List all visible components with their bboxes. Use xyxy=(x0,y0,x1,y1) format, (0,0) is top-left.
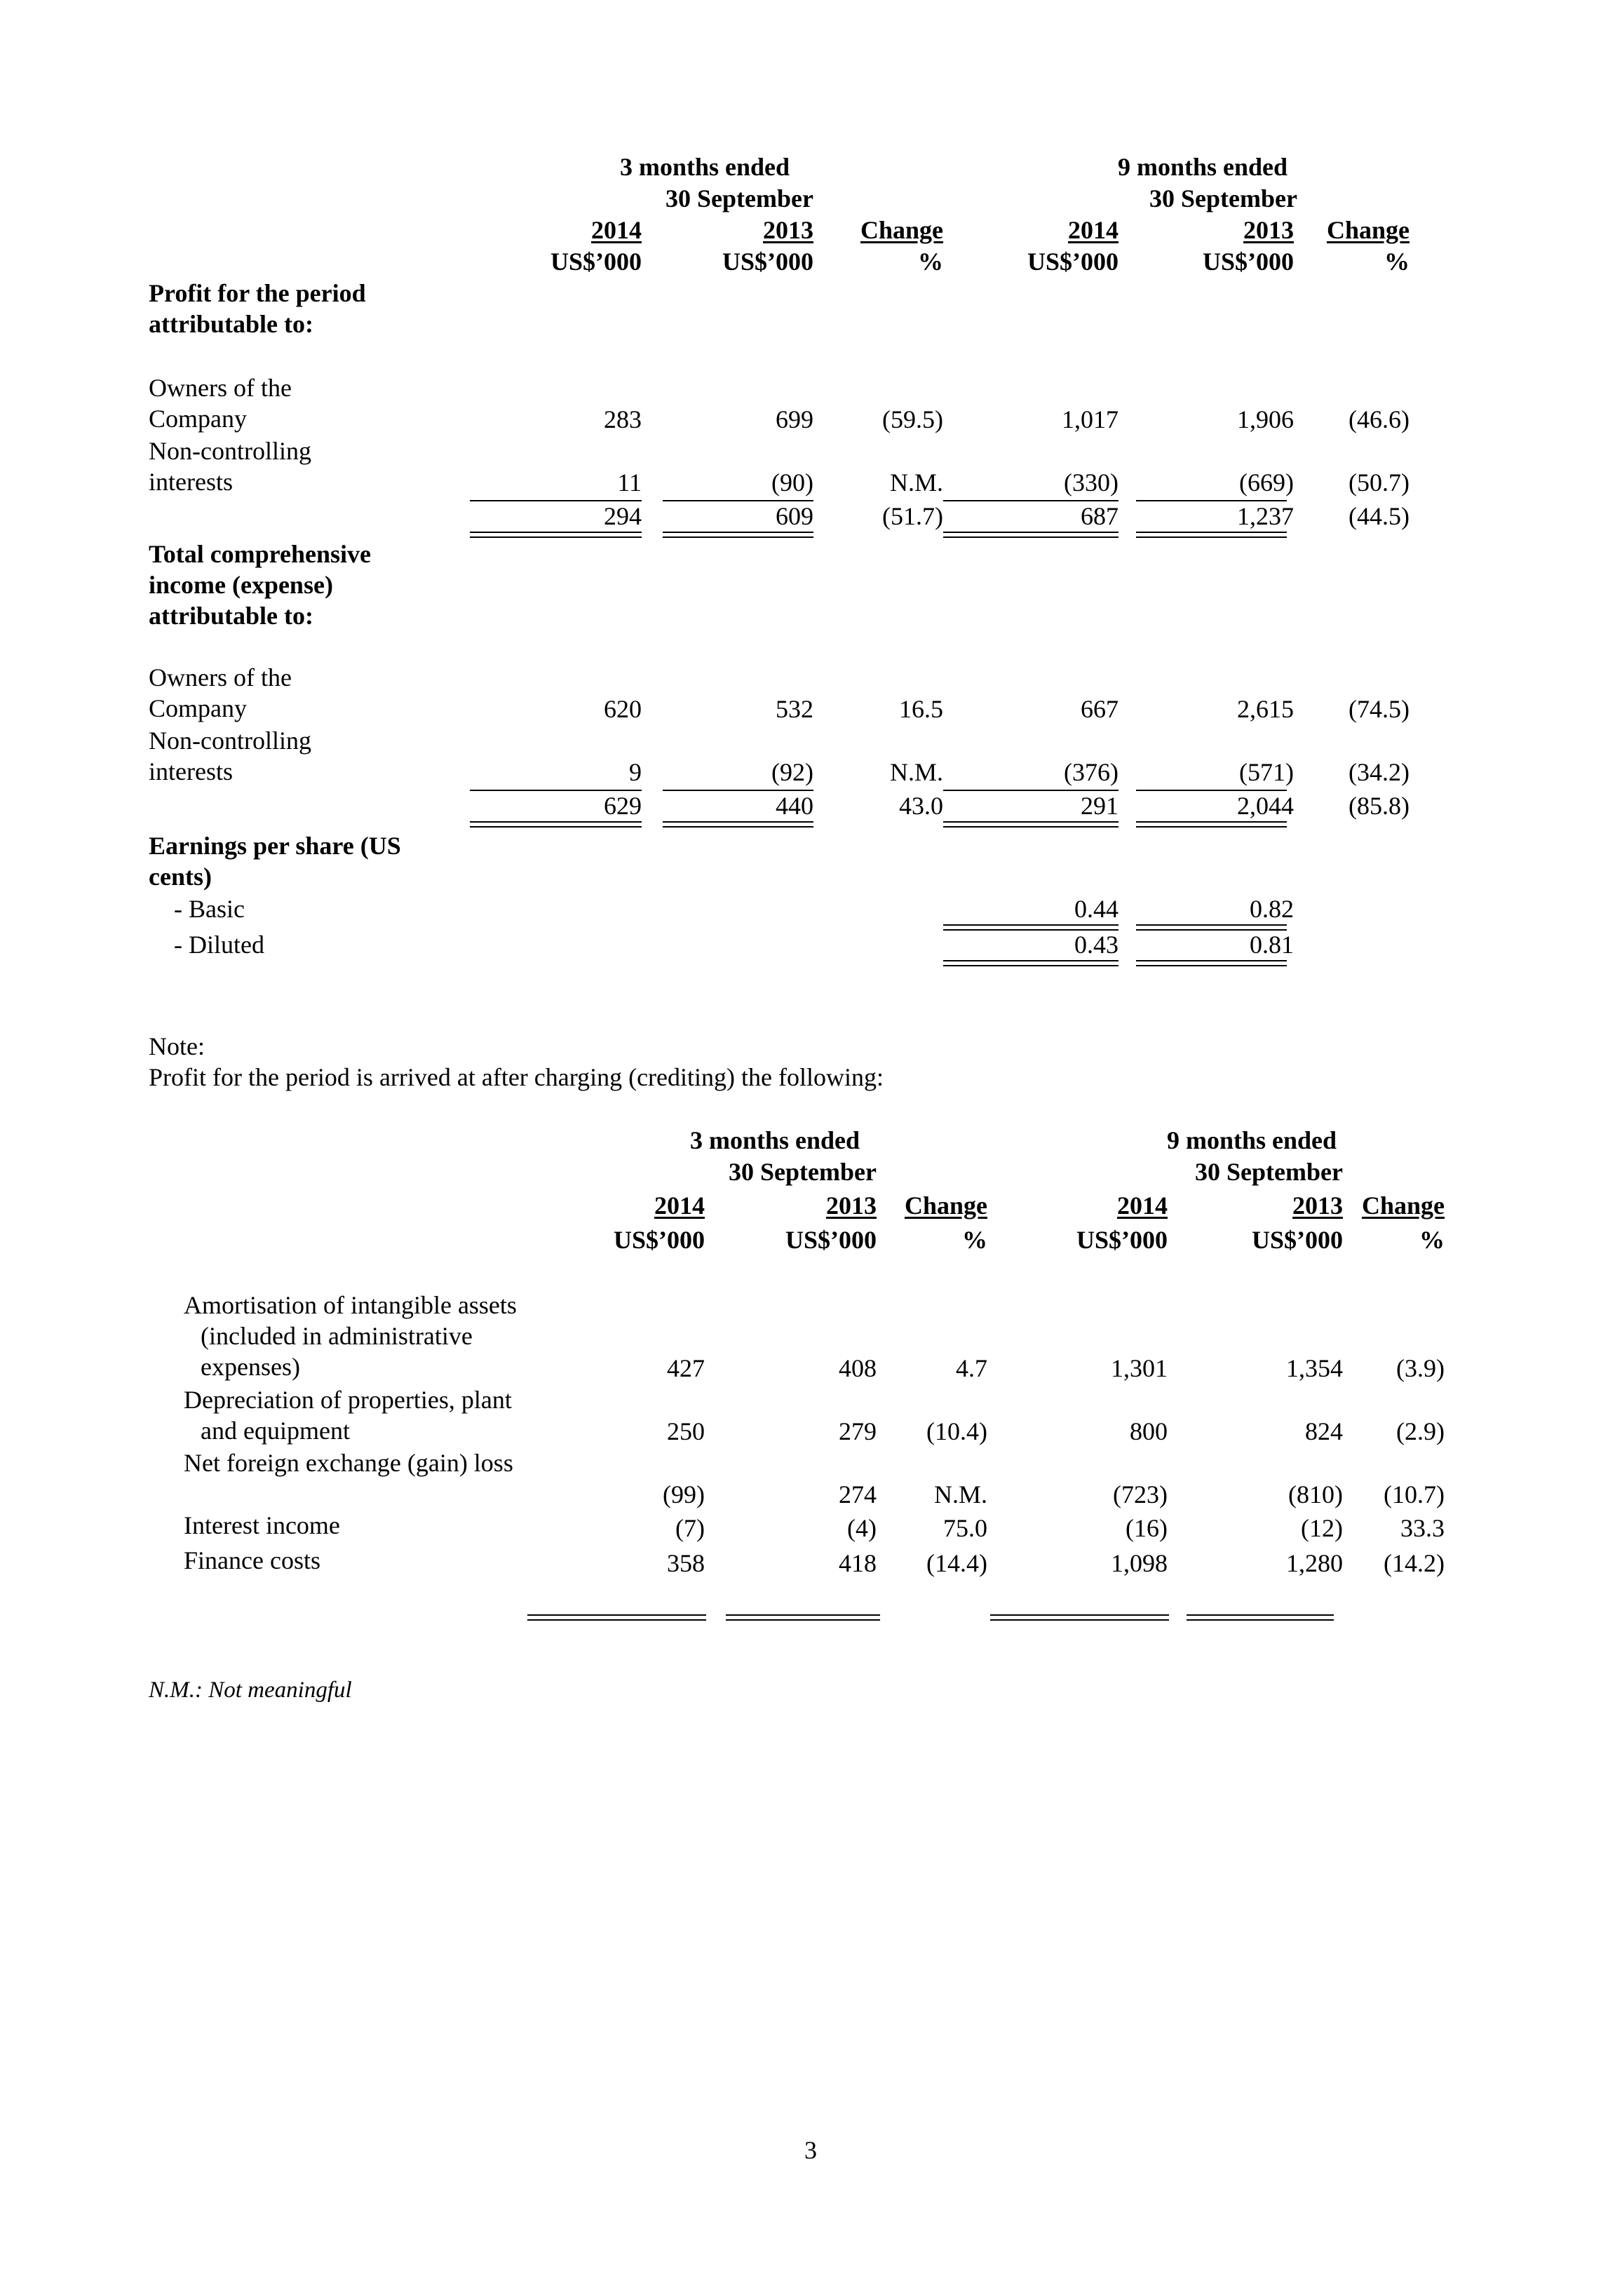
row-label-profit-nci: Non-controlling interests xyxy=(149,437,311,496)
t1-header-9m-date: 30 September xyxy=(1149,184,1297,212)
t2-percent-3m: % xyxy=(962,1226,987,1254)
cell: 2,044 xyxy=(1237,792,1294,820)
note-text: Profit for the period is arrived at after charging (crediting) the following: xyxy=(149,1063,884,1091)
cell: (330) xyxy=(1064,468,1118,497)
total-rule xyxy=(470,821,642,828)
cell: (51.7) xyxy=(882,502,943,530)
t2-col-2013-3m: 2013 xyxy=(826,1191,877,1220)
t2-unit-2014-3m: US$’000 xyxy=(613,1226,705,1254)
t1-col-2014-3m: 2014 xyxy=(591,216,642,244)
cell: N.M. xyxy=(933,1480,987,1508)
cell: (571) xyxy=(1239,758,1294,786)
cell: (14.2) xyxy=(1384,1549,1445,1577)
cell: 699 xyxy=(776,405,813,433)
cell: (85.8) xyxy=(1349,792,1410,820)
section-profit-attributable: Profit for the period attributable to: xyxy=(149,279,366,338)
row-label-tci-owners: Owners of the Company xyxy=(149,663,292,722)
cell: 250 xyxy=(667,1417,705,1445)
t2-header-3m-date: 30 September xyxy=(729,1158,877,1186)
cell: (810) xyxy=(1288,1480,1343,1508)
row-label-eps-diluted: - Diluted xyxy=(174,931,264,959)
note-title: Note: xyxy=(149,1032,205,1060)
t1-unit-2014-9m: US$’000 xyxy=(1027,248,1118,276)
t2-unit-2013-9m: US$’000 xyxy=(1251,1226,1343,1254)
total-rule xyxy=(1136,532,1287,538)
cell: 0.82 xyxy=(1250,895,1294,923)
cell: 629 xyxy=(604,792,642,820)
cell: (16) xyxy=(1126,1514,1168,1542)
total-rule xyxy=(470,532,642,538)
total-rule xyxy=(1136,821,1287,828)
cell: 0.44 xyxy=(1074,895,1118,923)
row-label-profit-owners: Owners of the Company xyxy=(149,374,292,433)
cell: (7) xyxy=(675,1514,705,1542)
cell: 667 xyxy=(1081,695,1118,723)
cell: 1,280 xyxy=(1286,1549,1343,1577)
cell: 1,906 xyxy=(1237,405,1294,433)
row-label-interest-income: Interest income xyxy=(184,1511,340,1539)
total-rule xyxy=(943,821,1118,828)
total-rule xyxy=(943,532,1118,538)
t2-percent-9m: % xyxy=(1419,1226,1445,1254)
cell: 0.81 xyxy=(1250,931,1294,959)
cell: (376) xyxy=(1064,758,1118,786)
cell: 427 xyxy=(667,1354,705,1382)
t1-percent-9m: % xyxy=(1384,248,1410,276)
row-label-fx: Net foreign exchange (gain) loss xyxy=(184,1449,513,1477)
cell: 687 xyxy=(1081,502,1118,530)
cell: (12) xyxy=(1301,1514,1343,1542)
t1-col-2013-3m: 2013 xyxy=(763,216,813,244)
cell: (723) xyxy=(1113,1480,1168,1508)
cell: (59.5) xyxy=(882,405,943,433)
cell: 620 xyxy=(604,695,642,723)
cell: 609 xyxy=(776,502,813,530)
total-rule xyxy=(663,821,813,828)
t1-percent-3m: % xyxy=(918,248,943,276)
cell: 11 xyxy=(617,468,642,497)
cell: (669) xyxy=(1239,468,1294,497)
total-rule xyxy=(990,1614,1169,1621)
row-label-tci-nci: Non-controlling interests xyxy=(149,727,311,785)
page-number: 3 xyxy=(804,2136,817,2164)
footnote: N.M.: Not meaningful xyxy=(149,1677,352,1703)
cell: (34.2) xyxy=(1349,758,1410,786)
row-label-eps-basic: - Basic xyxy=(174,895,245,923)
cell: 1,098 xyxy=(1111,1549,1168,1577)
t2-col-2014-3m: 2014 xyxy=(654,1191,705,1220)
cell: 1,301 xyxy=(1111,1354,1168,1382)
t1-col-2013-9m: 2013 xyxy=(1243,216,1294,244)
cell: 279 xyxy=(839,1417,877,1445)
t1-col-change-3m: Change xyxy=(860,216,943,244)
cell: (46.6) xyxy=(1349,405,1410,433)
t1-header-9m: 9 months ended xyxy=(1117,153,1288,181)
cell: (2.9) xyxy=(1396,1417,1445,1445)
cell: 4.7 xyxy=(956,1354,987,1382)
t1-unit-2013-9m: US$’000 xyxy=(1202,248,1294,276)
cell: 532 xyxy=(776,695,813,723)
t2-col-2014-9m: 2014 xyxy=(1117,1191,1168,1220)
cell: 9 xyxy=(629,758,642,786)
cell: (50.7) xyxy=(1349,468,1410,497)
cell: 294 xyxy=(604,502,642,530)
t1-header-3m-date: 30 September xyxy=(665,184,813,212)
total-rule xyxy=(1136,960,1287,966)
cell: 283 xyxy=(604,405,642,433)
row-label-depreciation: Depreciation of properties, plant and equipment xyxy=(184,1386,512,1445)
t1-unit-2013-3m: US$’000 xyxy=(722,248,813,276)
t2-header-9m: 9 months ended xyxy=(1166,1126,1337,1154)
total-rule xyxy=(1187,1614,1334,1621)
total-rule xyxy=(943,960,1118,966)
section-total-comprehensive: Total comprehensive income (expense) attributable to: xyxy=(149,540,372,630)
cell: (14.4) xyxy=(926,1549,987,1577)
cell: 291 xyxy=(1081,792,1118,820)
cell: (99) xyxy=(663,1480,705,1508)
cell: 274 xyxy=(839,1480,877,1508)
cell: N.M. xyxy=(889,468,943,497)
cell: (4) xyxy=(847,1514,877,1542)
cell: (90) xyxy=(771,468,813,497)
t1-unit-2014-3m: US$’000 xyxy=(550,248,642,276)
t2-col-change-9m: Change xyxy=(1361,1191,1445,1220)
cell: 16.5 xyxy=(899,695,943,723)
cell: 440 xyxy=(776,792,813,820)
t2-unit-2013-3m: US$’000 xyxy=(785,1226,877,1254)
cell: (44.5) xyxy=(1349,502,1410,530)
cell: (92) xyxy=(771,758,813,786)
cell: 358 xyxy=(667,1549,705,1577)
cell: (74.5) xyxy=(1349,695,1410,723)
cell: 75.0 xyxy=(943,1514,987,1542)
section-eps: Earnings per share (US cents) xyxy=(149,832,401,891)
cell: 2,615 xyxy=(1237,695,1294,723)
t1-col-change-9m: Change xyxy=(1326,216,1410,244)
t2-header-9m-date: 30 September xyxy=(1195,1158,1343,1186)
cell: 1,017 xyxy=(1062,405,1118,433)
total-rule xyxy=(527,1614,706,1621)
cell: 0.43 xyxy=(1074,931,1118,959)
t2-col-2013-9m: 2013 xyxy=(1292,1191,1343,1220)
cell: 824 xyxy=(1305,1417,1343,1445)
t2-unit-2014-9m: US$’000 xyxy=(1076,1226,1168,1254)
row-label-finance-costs: Finance costs xyxy=(184,1546,320,1574)
t2-col-change-3m: Change xyxy=(904,1191,987,1220)
cell: 43.0 xyxy=(899,792,943,820)
cell: (10.7) xyxy=(1384,1480,1445,1508)
cell: N.M. xyxy=(889,758,943,786)
cell: 800 xyxy=(1130,1417,1168,1445)
cell: 1,237 xyxy=(1237,502,1294,530)
row-label-amortisation: Amortisation of intangible assets (included in administrative expenses) xyxy=(184,1291,517,1381)
t1-header-3m: 3 months ended xyxy=(619,153,790,181)
cell: 408 xyxy=(839,1354,877,1382)
t2-header-3m: 3 months ended xyxy=(689,1126,860,1154)
cell: 418 xyxy=(839,1549,877,1577)
cell: 33.3 xyxy=(1400,1514,1445,1542)
cell: (10.4) xyxy=(926,1417,987,1445)
cell: 1,354 xyxy=(1286,1354,1343,1382)
cell: (3.9) xyxy=(1396,1354,1445,1382)
total-rule xyxy=(726,1614,880,1621)
t1-col-2014-9m: 2014 xyxy=(1068,216,1118,244)
total-rule xyxy=(663,532,813,538)
